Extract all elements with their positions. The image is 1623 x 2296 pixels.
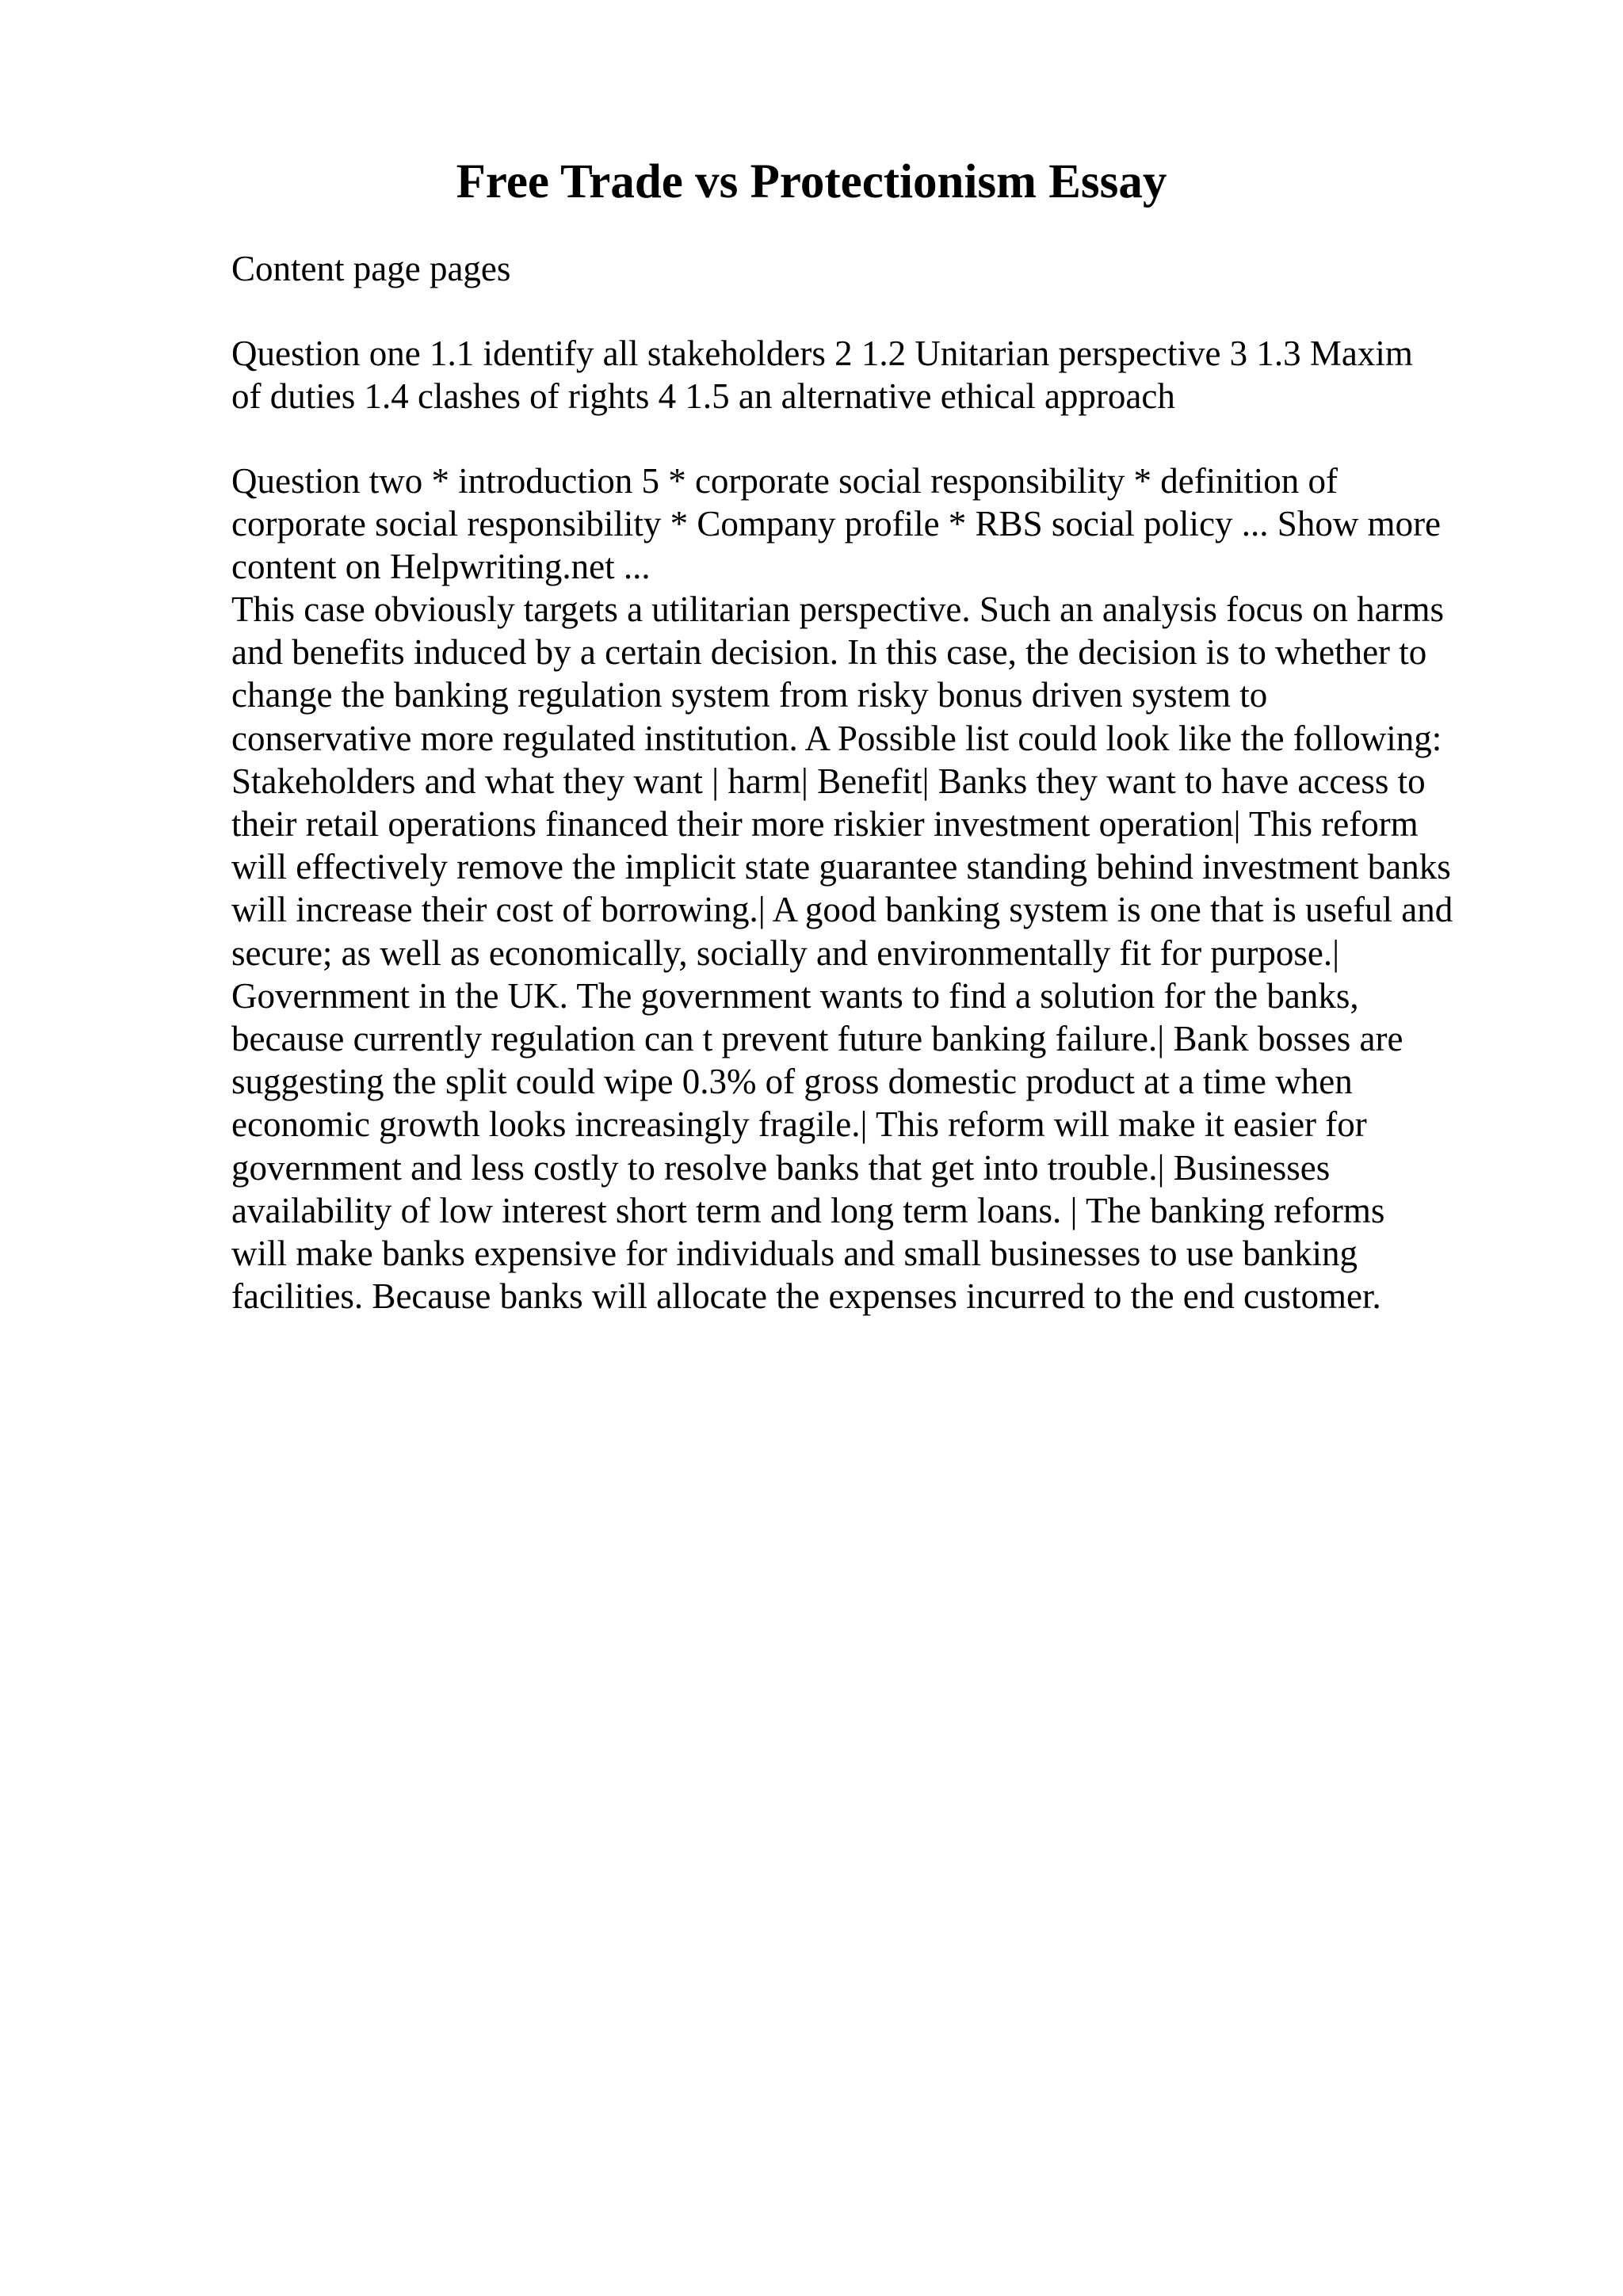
text-line: facilities. Because banks will allocate the expenses incurred to the end customer. — [231, 1276, 1381, 1317]
text-line: This case obviously targets a utilitarian perspective. Such an analysis focus on harms — [231, 589, 1445, 629]
body-paragraph — [231, 588, 1594, 1318]
page-title: Free Trade vs Protectionism Essay — [456, 155, 1167, 208]
text-line: conservative more regulated institution. A Possible list could look like the following: — [231, 718, 1442, 758]
text-line: government and less costly to resolve banks that get into trouble.| Businesses — [231, 1147, 1331, 1188]
text-line: availability of low interest short term and long term loans. | The banking reforms — [231, 1190, 1385, 1230]
text-line: will make banks expensive for individuals and small businesses to use banking — [231, 1234, 1358, 1274]
text-line: their retail operations financed their more riskier investment operation| This reform — [231, 804, 1419, 845]
text-line: corporate social responsibility * Company profile * RBS social policy ... Show more — [231, 504, 1442, 544]
text-line: of duties 1.4 clashes of rights 4 1.5 an alternative ethical approach — [231, 376, 1175, 417]
text-line: will effectively remove the implicit state guarantee standing behind investment banks — [231, 847, 1451, 887]
text-line: suggesting the split could wipe 0.3% of gross domestic product at a time when — [231, 1062, 1353, 1102]
text-line: because currently regulation can t prevent future banking failure.| Bank bosses are — [231, 1019, 1403, 1059]
text-line: secure; as well as economically, socially and environmentally fit for purpose.| — [231, 933, 1340, 973]
text-line: will increase their cost of borrowing.| A good banking system is one that is useful and — [231, 890, 1453, 930]
question-two-paragraph — [231, 460, 1594, 589]
text-line: change the banking regulation system from risky bonus driven system to — [231, 675, 1268, 715]
text-line: content on Helpwriting.net ... — [231, 547, 651, 587]
text-line: Stakeholders and what they want | harm| Benefit| Banks they want to have access to — [231, 761, 1426, 801]
content-heading — [231, 247, 1594, 290]
text-line: Question two * introduction 5 * corporate social responsibility * definition of — [231, 461, 1338, 501]
question-one-paragraph — [231, 332, 1594, 418]
text-line: economic growth looks increasingly fragile.| This reform will make it easier for — [231, 1104, 1367, 1145]
text-line: Government in the UK. The government wants to find a solution for the banks, — [231, 975, 1359, 1016]
text-line: and benefits induced by a certain decision. In this case, the decision is to whether to — [231, 632, 1427, 673]
text-line: Question one 1.1 identify all stakeholders 2 1.2 Unitarian perspective 3 1.3 Maxim — [231, 334, 1413, 373]
text-line: Content page pages — [231, 249, 511, 288]
